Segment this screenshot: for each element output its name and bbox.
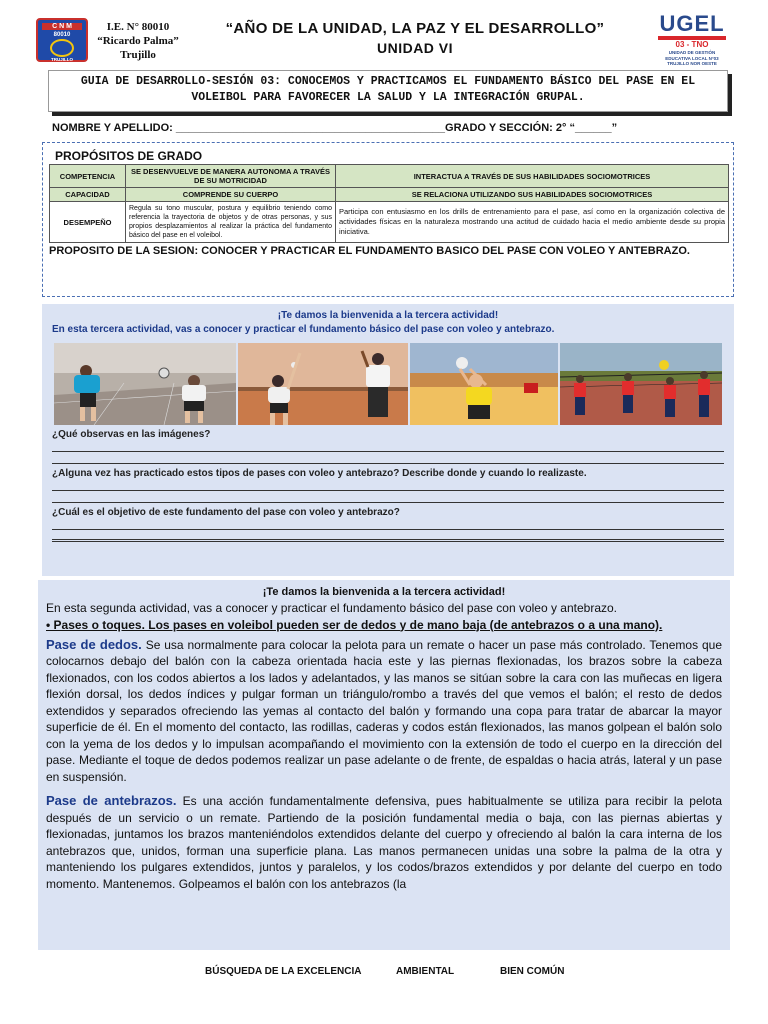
ugel-word: UGEL: [659, 11, 725, 36]
footer-value-environment: AMBIENTAL: [396, 966, 455, 977]
purposes-table: [49, 164, 729, 243]
competencia-2: INTERACTUA A TRAVÉS DE SUS HABILIDADES SOCIOMOTRICES: [336, 165, 729, 188]
volleyball-photo-forearm-pass: [238, 343, 408, 425]
desempeno-label: DESEMPEÑO: [50, 202, 126, 243]
volleyball-photo-gym: [54, 343, 236, 425]
ugel-logo: [652, 12, 732, 68]
volleyball-photo-set: [410, 343, 558, 425]
answer-line[interactable]: [52, 518, 724, 530]
desempeno-1: Regula su tono muscular, postura y equilibrio teniendo como referencia la trayectoria de objetos y de otras personas, y sus propios desplazamientos al realizar la práctica del fundamento básico del pase en el voleibol.: [126, 202, 336, 243]
question-2: ¿Alguna vez has practicado estos tipos de pases con voleo y antebrazo? Describe donde y cuando lo realizaste.: [52, 468, 587, 479]
answer-line[interactable]: [52, 530, 724, 542]
table-row: [50, 165, 729, 188]
purposes-title: PROPÓSITOS DE GRADO: [55, 149, 203, 163]
ugel-code: 03 - TNO: [675, 40, 709, 49]
answer-line[interactable]: [52, 479, 724, 491]
competencia-label: COMPETENCIA: [50, 165, 126, 188]
competencia-1: SE DESENVUELVE DE MANERA AUTONOMA A TRAVÉS DE SU MOTRICIDAD: [126, 165, 336, 188]
unit-title: UNIDAD VI: [376, 40, 454, 56]
school-info: [88, 20, 188, 62]
answer-line[interactable]: [52, 440, 724, 452]
activity-2-intro: En esta segunda actividad, vas a conocer y practicar el fundamento básico del pase con voleo y antebrazo.: [46, 601, 618, 615]
school-city: Trujillo: [120, 49, 156, 61]
ugel-line2: EDUCATIVA LOCAL N°03: [665, 55, 719, 61]
forearm-term: Pase de antebrazos.: [46, 793, 177, 808]
table-row: [50, 188, 729, 202]
guide-title-box: [48, 70, 728, 112]
student-info-line: [52, 122, 752, 134]
school-number: I.E. N° 80010: [106, 21, 170, 33]
desempeno-2: Participa con entusiasmo en los drills de entrenamiento para el pase, así como en la organización colectiva de actividades físicas en la naturaleza mostrando una actitud de cuidado hacia el medio ambiente desde su propia iniciativa.: [336, 202, 729, 243]
fingers-term: Pase de dedos.: [46, 636, 142, 652]
question-3: ¿Cuál es el objetivo de este fundamento del pase con voleo y antebrazo?: [52, 507, 400, 518]
school-name: “Ricardo Palma”: [97, 35, 179, 47]
activity-1-intro: En esta tercera actividad, vas a conocer y practicar el fundamento básico del pase con voleo y antebrazo.: [52, 324, 555, 335]
grade-field[interactable]: GRADO Y SECCIÓN: 2° “______”: [445, 122, 618, 134]
capacidad-label: CAPACIDAD: [50, 188, 126, 202]
question-1: ¿Qué observas en las imágenes?: [52, 429, 211, 440]
year-title: “AÑO DE LA UNIDAD, LA PAZ Y EL DESARROLLO”: [225, 20, 605, 37]
activity-1-title: ¡Te damos la bienvenida a la tercera actividad!: [277, 310, 499, 321]
ugel-line1: UNIDAD DE GESTIÓN: [668, 50, 716, 55]
school-logo-emblem: [50, 39, 74, 57]
purposes-box: [42, 142, 734, 297]
capacidad-2: SE RELACIONA UTILIZANDO SUS HABILIDADES SOCIOMOTRICES: [336, 188, 729, 202]
school-logo-mid: 80010: [53, 32, 71, 38]
photo-strip: [52, 343, 724, 427]
guide-title: GUIA DE DESARROLLO-SESIÓN 03: CONOCEMOS Y PRACTICAMOS EL FUNDAMENTO BÁSICO DEL PASE EN EL VOLEIBOL PARA FAVORECER LA SALUD Y LA INTEGRACIÓN GRUPAL.: [80, 75, 696, 104]
activity-2-title: ¡Te damos la bienvenida a la tercera actividad!: [262, 586, 506, 598]
table-row: [50, 202, 729, 243]
school-logo: [36, 18, 88, 62]
passes-bullet: • Pases o toques. Los pases en voleibol pueden ser de dedos y de mano baja (de antebrazos o a una mano).: [46, 617, 663, 632]
footer-value-common-good: BIEN COMÚN: [500, 966, 565, 977]
volleyball-photo-outdoor: [560, 343, 722, 425]
answer-line[interactable]: [52, 491, 724, 503]
forearm-paragraph: [46, 793, 722, 892]
capacidad-1: COMPRENDE SU CUERPO: [126, 188, 336, 202]
page-header: [0, 0, 768, 72]
name-field[interactable]: NOMBRE Y APELLIDO: ____________________________________________: [52, 122, 446, 134]
activity-1-panel: [42, 304, 734, 576]
fingers-paragraph: [46, 637, 722, 786]
footer-value-excellence: BÚSQUEDA DE LA EXCELENCIA: [205, 966, 362, 977]
school-logo-bottom: TRUJILLO: [51, 57, 73, 62]
forearm-text: Es una acción fundamentalmente defensiva, pues habitualmente se utiliza para recibir la pelota después de un servicio o un remate. Partiendo de la posición fundamental media o baja, con las piernas abiertas y flexionadas, juntamos los brazos manteniéndolos extendidos delante del cuerpo y ofreciendo al balón la cara interna de los antebrazos que, unidos, forman una superficie plana. Las manos permanecen unidas una sobre la palma de la otra y manteniendo los pulgares extendidos, juntos y paralelos, y los codos/brazos extendidos y por delante del cuerpo en todo momento. Mantenemos. Golpeamos el balón con los antebrazos (la: [46, 794, 722, 891]
fingers-text: Se usa normalmente para colocar la pelota para un remate o hacer un pase más controlado. Tenemos que colocarnos debajo del balón con la cabeza orientada hacia este y las piernas flexionadas, los brazos sobre la cabeza flexionados, con los codos abiertos a los lados y adelantados, y las manos se sitúan sobre la cara con las muñecas en ligera flexión dorsal, los dedos índices y pulgar forman un triángulo/rombo a través del que vemos el balón; el resto de dedos extendidos y separados ofreciendo las yemas al contacto del balón y formando una copa para tratar de abarcar la mayor superficie de él. En el momento del contacto, las rodillas, caderas y codos están flexionados, las manos golpean el balón solo con la yema de los dedos y lo impulsan acompañando el movimiento con la extensión de todo el cuerpo en la dirección del pase. Mediante el toque de dedos podemos realizar un pase adelante o de frente, de espaldas o hacia atrás, lateral y un pase en suspensión.: [46, 637, 722, 784]
activity-2-panel: [38, 580, 730, 950]
session-purpose: PROPOSITO DE LA SESION: CONOCER Y PRACTICAR EL FUNDAMENTO BASICO DEL PASE CON VOLEO Y ANTEBRAZO.: [49, 245, 690, 257]
answer-line[interactable]: [52, 452, 724, 464]
school-logo-top: C N M: [42, 23, 82, 30]
ugel-line3: TRUJILLO NOR OESTE: [667, 61, 717, 66]
